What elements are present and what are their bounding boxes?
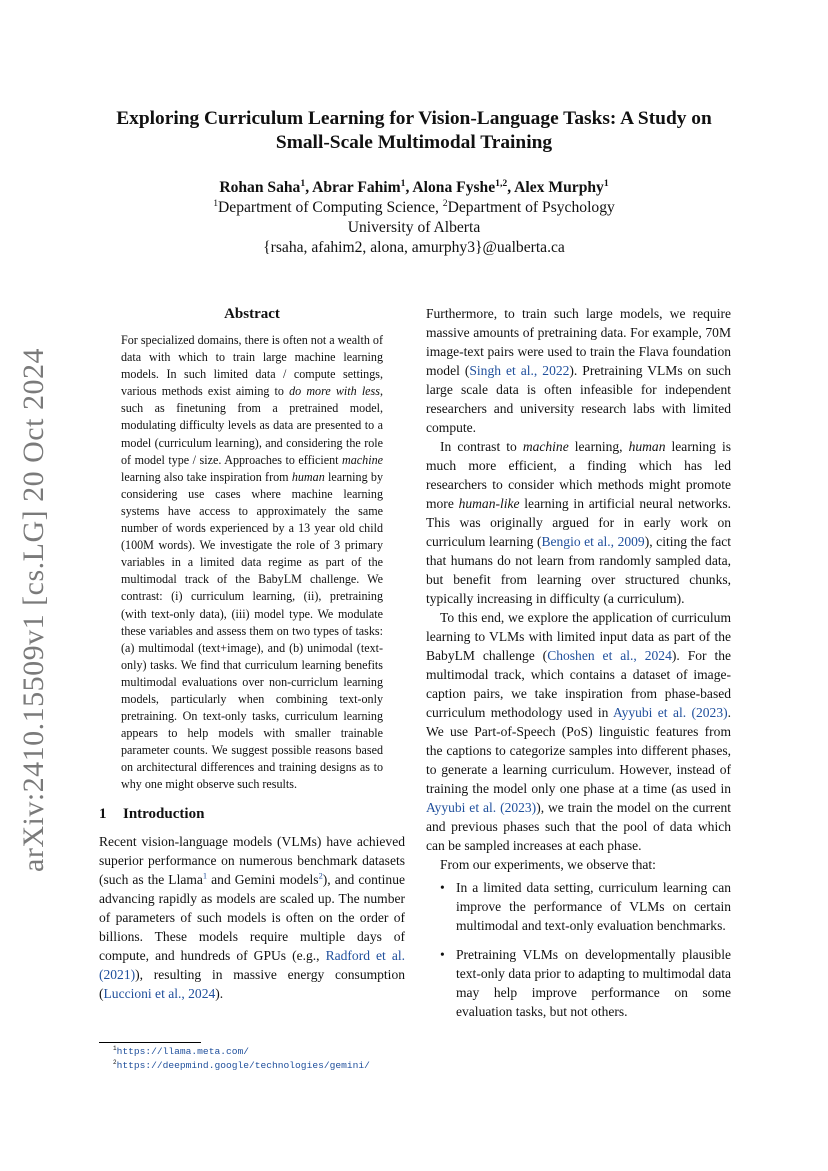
arxiv-stamp-text: arXiv:2410.15509v1 [cs.LG] 20 Oct 2024 [17, 348, 50, 872]
footnote-url[interactable]: https://deepmind.google/technologies/gemini/ [116, 1060, 370, 1071]
citation-link[interactable]: Singh et al., 2022 [469, 363, 570, 378]
abstract-emphasis: machine [342, 452, 383, 467]
finding-item: • Pretraining VLMs on developmentally plausible text-only data prior to adapting to multimodal data may help improve performance on some evaluation tasks, but not others. [440, 945, 731, 1021]
findings-list [426, 878, 731, 1021]
paper-title [80, 107, 748, 155]
affiliations [80, 198, 748, 218]
title-line-2: Small-Scale Multimodal Training [275, 132, 553, 153]
intro-text: ), and continue advancing rapidly as models are scaled up. The number of parameters of such models is often on the order of billions. These models require multiple days of compute, and hundreds of GPUs (e.g., [99, 871, 405, 963]
body-text: ), we train the model on the current and previous phases such that the pool of data which can be sampled increases at each phase. [426, 800, 731, 853]
footnote-2[interactable] [99, 1059, 405, 1073]
abstract-part: For specialized domains, there is often not a wealth of data with which to train large machine learning models. In such limited data / compute settings, various methods exist aiming to [121, 333, 383, 399]
citation-link[interactable]: Choshen et al., 2024 [547, 648, 672, 663]
abstract-emphasis: do more with less [289, 384, 380, 399]
emphasis: machine [522, 439, 569, 454]
author-names: Rohan Saha$^1$, Abrar Fahim$^1$, Alona Fyshe$^{1,2}$, Alex Murphy$^1$ [219, 177, 609, 196]
footnote-divider [99, 1042, 201, 1043]
intro-text: and Gemini models [207, 871, 319, 887]
abstract-text [121, 332, 383, 794]
abstract-part: , such as finetuning from a pretrained model, modulating difficulty levels as data are presented to a model (curriculum learning), and considering the role of model type / size. Approaches to efficient [121, 384, 383, 467]
author-3-affiliation: 1,2 [495, 177, 508, 189]
body-text: To this end, we explore the application of curriculum learning to VLMs with limited input data as part of the BabyLM challenge ( [426, 610, 731, 663]
citation-link[interactable]: Luccioni et al., 2024 [103, 985, 216, 1001]
intro-text: ), resulting in massive energy consumption ( [99, 966, 405, 1001]
body-text: learning is much more efficient, a finding which has led researchers to consider which methods might promote more [426, 439, 731, 511]
author-4: Alex Murphy [514, 179, 604, 196]
footnote-ref-1[interactable]: 1 [202, 871, 208, 881]
university: University of Alberta [347, 219, 481, 236]
intro-paragraph [99, 832, 405, 1003]
intro-text: ). [215, 985, 224, 1001]
body-text: ). Pretraining VLMs on such large scale data is often infeasible for independent researchers and university research labs with limited compute. [426, 363, 731, 435]
paragraph-approach [426, 608, 731, 855]
finding-item: • In a limited data setting, curriculum learning can improve the performance of VLMs on certain multimodal and text-only evaluation benchmarks. [440, 878, 731, 935]
citation-link[interactable]: Bengio et al., 2009 [541, 534, 645, 549]
aff2-marker: 2 [442, 197, 448, 209]
citation-link[interactable]: Ayyubi et al. (2023) [613, 705, 728, 720]
body-text: ), citing the fact that humans do not learn from randomly sampled data, but benefit from learning over structured chunks, typically increasing in difficulty (a curriculum). [426, 534, 732, 606]
left-column [99, 305, 405, 1003]
footnotes [99, 1042, 405, 1073]
abstract-part: learning also take inspiration from [121, 469, 292, 484]
author-block [80, 178, 748, 258]
author-1-affiliation: 1 [300, 177, 306, 189]
arxiv-identifier-stamp [4, 348, 64, 872]
footnote-marker: 2 [113, 1058, 117, 1066]
abstract-heading: Abstract [224, 306, 280, 322]
author-1: Rohan Saha [219, 179, 301, 196]
footnote-1[interactable] [99, 1045, 405, 1059]
intro-text: Recent vision-language models (VLMs) have achieved superior performance on numerous benchmark datasets (such as the Llama [99, 833, 405, 887]
right-column [426, 304, 731, 1031]
paragraph-human-learning [426, 437, 731, 608]
affiliation-1: Department of Computing Science, [218, 199, 443, 216]
section-heading-introduction [99, 805, 405, 824]
title-line-1: Exploring Curriculum Learning for Vision-Language Tasks: A Study on [116, 108, 712, 129]
citation-link[interactable]: Radford et al. (2021) [99, 947, 405, 982]
citation-link[interactable]: Ayyubi et al. (2023) [426, 800, 537, 815]
emphasis: human-like [458, 496, 520, 511]
author-3: Alona Fyshe [412, 179, 496, 196]
abstract-part: learning by considering use cases where machine learning systems have access to approximately the same number of words experienced by a 13 year old child (100M words). We investigate the role of 3 primary variables in a limited data regime as part of the multimodal track of the BabyLM challenge. We contrast: (i) curriculum learning, (ii), pretraining (with text-only data), (iii) model type. We modulate these variables and assess them on two types of tasks: (a) multimodal (text+image), and (b) unimodal (text-only) tasks. We find that curriculum learning benefits multimodal evaluations over non-curriclum learning models, particularly when combining text-only pretraining. On text-only tasks, curriculum learning appears to help models with smaller trainable parameter counts. We suggest possible reasons based on architectural differences and training designs as to why one might observe such results. [121, 469, 384, 792]
section-number: 1 [99, 805, 107, 822]
abstract-emphasis: human [291, 469, 325, 484]
author-2: Abrar Fahim [312, 179, 401, 196]
author-emails: {rsaha, afahim2, alona, amurphy3}@ualberta.ca [263, 239, 565, 256]
paragraph-observations: From our experiments, we observe that: [440, 857, 656, 872]
body-text: In contrast to [440, 439, 523, 454]
body-text: learning, [568, 439, 629, 454]
body-text: Furthermore, to train such large models, we require massive amounts of pretraining data. For example, 70M image-text pairs were used to train the Flava foundation model ( [426, 306, 731, 378]
author-2-affiliation: 1 [400, 177, 406, 189]
body-text: . We use Part-of-Speech (PoS) linguistic features from the captions to categorize samples into different phases, to generate a learning curriculum. However, instead of training the model only one phase at a time (as used in [426, 705, 731, 796]
section-title: Introduction [123, 805, 205, 822]
emphasis: human [628, 439, 666, 454]
footnote-ref-2[interactable]: 2 [318, 871, 323, 881]
aff1-marker: 1 [213, 197, 219, 209]
affiliation-2: Department of Psychology [447, 199, 615, 216]
author-4-affiliation: 1 [603, 177, 609, 189]
footnote-marker: 1 [113, 1044, 117, 1052]
body-text: learning in artificial neural networks. This was originally argued for in early work on curriculum learning ( [426, 496, 731, 549]
paragraph-pretraining-data [426, 304, 731, 437]
body-text: ). For the multimodal track, which contains a dataset of image-caption pairs, we take inspiration from phase-based curriculum methodology used in [426, 648, 731, 720]
footnote-url[interactable]: https://llama.meta.com/ [116, 1046, 249, 1057]
